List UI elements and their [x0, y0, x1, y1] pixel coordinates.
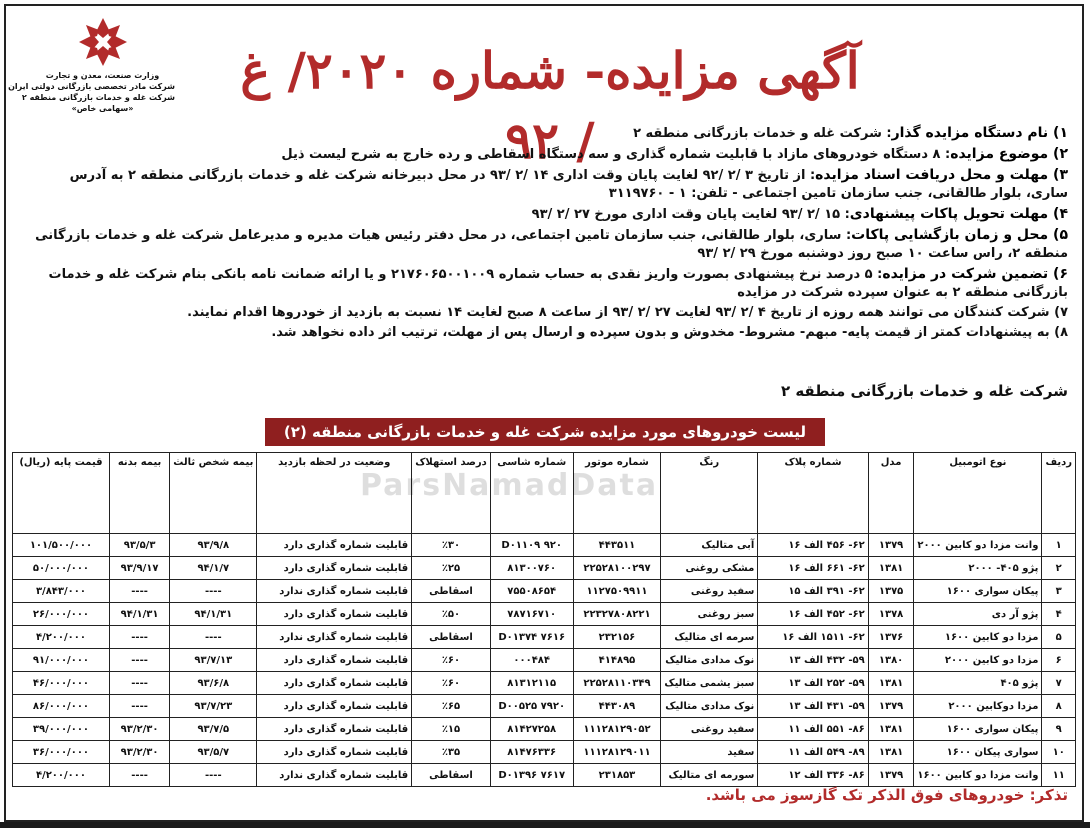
table-cell: ۹۳/۷/۲۳: [170, 695, 257, 718]
vehicle-table: [12, 452, 1076, 787]
table-cell: ٪۵۰: [412, 603, 491, 626]
col-header: نوع اتومبیل: [914, 453, 1042, 534]
table-cell: سورمه ای متالیک: [661, 764, 758, 787]
table-cell: ۳۶/۰۰۰/۰۰۰: [13, 741, 110, 764]
table-cell: ۹۳/۶/۸: [170, 672, 257, 695]
table-cell: ۹۳/۵/۷: [170, 741, 257, 764]
clause-5: ۵) محل و زمان بازگشایی پاکات: ساری، بلوار طالقانی، جنب سازمان تامین اجتماعی، در محل دفتر رئیس هیات مدیره و مدیرعامل شرکت غله و خدمات بازرگانی منطقه ۲، راس ساعت ۱۰ صبح روز دوشنبه مورخ ۲۹ /۲ /۹۳: [35, 227, 1068, 261]
table-cell: ۱۳۸۱: [868, 718, 914, 741]
table-cell: ۵: [1042, 626, 1076, 649]
table-cell: ۷۹۲۰ D۰۰۵۲۵: [490, 695, 573, 718]
table-cell: قابلیت شماره گذاری دارد: [257, 534, 412, 557]
col-header: بیمه بدنه: [109, 453, 169, 534]
table-row: [13, 580, 1076, 603]
table-cell: سفید: [661, 741, 758, 764]
table-cell: ۹۳/۲/۳۰: [109, 718, 169, 741]
table-row: [13, 695, 1076, 718]
org-line: شرکت غله و خدمات بازرگانی منطقه ۲: [21, 93, 175, 102]
table-cell: ۹۲۰ D۰۱۱۰۹: [490, 534, 573, 557]
table-row: [13, 534, 1076, 557]
table-cell: ۴/۲۰۰/۰۰۰: [13, 626, 110, 649]
table-cell: ۷۸۷۱۶۷۱۰: [490, 603, 573, 626]
table-cell: اسقاطی: [412, 764, 491, 787]
table-cell: قابلیت شماره گذاری دارد: [257, 741, 412, 764]
table-cell: قابلیت شماره گذاری ندارد: [257, 626, 412, 649]
table-cell: ۲۲۵۲۸۱۱۰۳۴۹: [573, 672, 661, 695]
table-cell: اسقاطی: [412, 626, 491, 649]
col-header: شماره شاسی: [490, 453, 573, 534]
table-cell: سبز روغنی: [661, 603, 758, 626]
table-cell: ۴۴۳۰۸۹: [573, 695, 661, 718]
table-row: [13, 741, 1076, 764]
table-cell: ۲۳۱۸۵۳: [573, 764, 661, 787]
table-cell: ----: [109, 695, 169, 718]
table-cell: ۹۳/۷/۱۳: [170, 649, 257, 672]
table-cell: وانت مزدا دو کابین ۱۶۰۰: [914, 764, 1042, 787]
table-cell: ۷۶۱۷ D۰۱۳۹۶: [490, 764, 573, 787]
table-cell: ----: [109, 672, 169, 695]
table-row: [13, 764, 1076, 787]
table-cell: ۰۰۰۴۸۴: [490, 649, 573, 672]
table-cell: ۱۳۷۹: [868, 764, 914, 787]
table-row: [13, 649, 1076, 672]
table-cell: ۸۱۳۱۲۱۱۵: [490, 672, 573, 695]
table-cell: ۲۲۳۲۷۸۰۸۲۲۱: [573, 603, 661, 626]
table-cell: ۹۳/۹/۸: [170, 534, 257, 557]
table-cell: ۸۱۴۷۶۳۳۶: [490, 741, 573, 764]
col-header: قیمت پایه (ریال): [13, 453, 110, 534]
table-cell: ۱۳۷۵: [868, 580, 914, 603]
table-cell: قابلیت شماره گذاری دارد: [257, 695, 412, 718]
table-cell: ۸۹- ۵۴۹ الف ۱۱: [758, 741, 868, 764]
table-cell: ۳/۸۴۳/۰۰۰: [13, 580, 110, 603]
table-cell: مزدا دوکابین ۲۰۰۰: [914, 695, 1042, 718]
table-cell: سرمه ای متالیک: [661, 626, 758, 649]
table-cell: نوک مدادی متالیک: [661, 695, 758, 718]
table-cell: ۲: [1042, 557, 1076, 580]
table-cell: سواری پیکان ۱۶۰۰: [914, 741, 1042, 764]
table-cell: پژو آر دی: [914, 603, 1042, 626]
table-cell: نوک مدادی متالیک: [661, 649, 758, 672]
clause-8: ۸) به پیشنهادات کمتر از قیمت پایه- مبهم- مشروط- مخدوش و بدون سپرده و ارسال پس از مهلت، ترتیب اثر داده نخواهد شد.: [271, 325, 1068, 340]
col-header: وضعیت در لحظه بازدید: [257, 453, 412, 534]
table-cell: ۵۹- ۴۳۲ الف ۱۳: [758, 649, 868, 672]
table-cell: ۷۶۱۶ D۰۱۳۷۴: [490, 626, 573, 649]
ad-title: آگهی مزایده- شماره ۲۰۲۰/ غ / ۹۲: [240, 41, 860, 170]
table-cell: مشکی روغنی: [661, 557, 758, 580]
table-cell: ۴: [1042, 603, 1076, 626]
table-cell: اسقاطی: [412, 580, 491, 603]
table-cell: ----: [109, 626, 169, 649]
table-cell: قابلیت شماره گذاری ندارد: [257, 580, 412, 603]
table-cell: ۵۹- ۴۳۱ الف ۱۳: [758, 695, 868, 718]
table-cell: قابلیت شماره گذاری دارد: [257, 649, 412, 672]
table-cell: ۴۱۴۸۹۵: [573, 649, 661, 672]
table-cell: ۱۳۸۱: [868, 557, 914, 580]
table-cell: ۲۲۵۲۸۱۰۰۲۹۷: [573, 557, 661, 580]
table-header-row: [13, 453, 1076, 534]
table-cell: ۹۴/۱/۳۱: [109, 603, 169, 626]
table-cell: ۱۱۱۲۸۱۲۹۰۵۲: [573, 718, 661, 741]
table-cell: ۱۳۷۹: [868, 534, 914, 557]
table-cell: ----: [109, 764, 169, 787]
clause-4: ۴) مهلت تحویل پاکات پیشنهادی: ۱۵ /۲ /۹۳ لغایت پایان وقت اداری مورخ ۲۷ /۲ /۹۳: [531, 206, 1068, 222]
vehicle-list-title: لیست خودروهای مورد مزایده شرکت غله و خدمات بازرگانی منطقه (۲): [265, 418, 825, 446]
table-row: [13, 626, 1076, 649]
table-cell: پیکان سواری ۱۶۰۰: [914, 580, 1042, 603]
table-cell: پژو ۴۰۵: [914, 672, 1042, 695]
table-cell: ۹: [1042, 718, 1076, 741]
table-cell: ۶۲- ۴۵۲ الف ۱۶: [758, 603, 868, 626]
table-cell: ۱۳۸۱: [868, 672, 914, 695]
table-cell: ۹۱/۰۰۰/۰۰۰: [13, 649, 110, 672]
table-cell: ۱: [1042, 534, 1076, 557]
table-cell: سفید روغنی: [661, 718, 758, 741]
org-line: شرکت مادر تخصصی بازرگانی دولتی ایران: [8, 82, 175, 91]
star-flower-logo-icon: [77, 16, 129, 68]
table-cell: پیکان سواری ۱۶۰۰: [914, 718, 1042, 741]
table-cell: مزدا دو کابین ۱۶۰۰: [914, 626, 1042, 649]
table-cell: ۸۶- ۵۵۱ الف ۱۱: [758, 718, 868, 741]
table-cell: ۱۱: [1042, 764, 1076, 787]
table-cell: سفید روغنی: [661, 580, 758, 603]
clause-1: ۱) نام دستگاه مزایده گذار: شرکت غله و خدمات بازرگانی منطقه ۲: [633, 125, 1068, 141]
table-row: [13, 672, 1076, 695]
table-cell: ٪۶۰: [412, 649, 491, 672]
table-cell: ۹۳/۵/۳: [109, 534, 169, 557]
table-cell: آبی متالیک: [661, 534, 758, 557]
table-cell: ۱۳۸۱: [868, 741, 914, 764]
table-cell: ۲۶/۰۰۰/۰۰۰: [13, 603, 110, 626]
table-cell: ۴۴۳۵۱۱: [573, 534, 661, 557]
company-signature: شرکت غله و خدمات بازرگانی منطقه ۲: [780, 382, 1068, 400]
table-cell: ۳۹/۰۰۰/۰۰۰: [13, 718, 110, 741]
table-cell: ----: [170, 580, 257, 603]
col-header: ردیف: [1042, 453, 1076, 534]
org-line: «سهامی خاص»: [71, 104, 134, 113]
table-cell: ٪۶۰: [412, 672, 491, 695]
table-cell: ۵۹- ۲۵۲ الف ۱۳: [758, 672, 868, 695]
table-cell: ----: [170, 764, 257, 787]
org-logo-block: [8, 12, 175, 114]
clause-2: ۲) موضوع مزایده: ۸ دستگاه خودروهای مازاد با قابلیت شماره گذاری و سه دستگاه اسقاطی و رده خارج به شرح لیست ذیل: [281, 146, 1068, 162]
table-cell: ۷: [1042, 672, 1076, 695]
table-cell: ۹۳/۲/۳۰: [109, 741, 169, 764]
table-cell: قابلیت شماره گذاری دارد: [257, 718, 412, 741]
table-cell: ۶: [1042, 649, 1076, 672]
org-line: وزارت صنعت، معدن و تجارت: [45, 71, 160, 80]
table-cell: ٪۳۵: [412, 741, 491, 764]
table-cell: ۸۶- ۳۳۶ الف ۱۲: [758, 764, 868, 787]
table-row: [13, 557, 1076, 580]
table-cell: ٪۶۵: [412, 695, 491, 718]
col-header: مدل: [868, 453, 914, 534]
table-cell: وانت مزدا دو کابین ۲۰۰۰: [914, 534, 1042, 557]
table-cell: ۱۱۱۲۸۱۲۹۰۱۱: [573, 741, 661, 764]
table-cell: ۴/۲۰۰/۰۰۰: [13, 764, 110, 787]
clause-7: ۷) شرکت کنندگان می توانند همه روزه از تاریخ ۴ /۲ /۹۳ لغایت ۲۷ /۲ /۹۳ از ساعت ۸ صبح لغایت ۱۴ نسبت به بازدید از خودروها اقدام نمایند.: [187, 305, 1068, 320]
watermark-text: ParsNamadData: [360, 468, 659, 503]
table-cell: ۸۱۴۲۷۲۵۸: [490, 718, 573, 741]
table-cell: ۶۲- ۱۵۱۱ الف ۱۶: [758, 626, 868, 649]
table-cell: ۱۳۷۹: [868, 695, 914, 718]
table-cell: پژو ۴۰۵- ۲۰۰۰: [914, 557, 1042, 580]
col-header: رنگ: [661, 453, 758, 534]
table-cell: سبز یشمی متالیک: [661, 672, 758, 695]
table-cell: ----: [109, 649, 169, 672]
table-cell: ۳: [1042, 580, 1076, 603]
table-cell: ۶۲- ۶۶۱ الف ۱۶: [758, 557, 868, 580]
clause-6: ۶) تضمین شرکت در مزایده: ۵ درصد نرخ پیشنهادی بصورت واریز نقدی به حساب شماره ۲۱۷۶۰۶۵۰۰۱۰۰۹ و یا ارائه ضمانت نامه بانکی بنام شرکت غله و خدمات بازرگانی منطقه ۲ به عنوان سپرده شرکت در مزایده: [48, 266, 1068, 300]
table-cell: ٪۱۵: [412, 718, 491, 741]
ad-body: [28, 124, 1068, 344]
table-cell: ۶۲- ۳۹۱ الف ۱۵: [758, 580, 868, 603]
table-cell: ----: [109, 580, 169, 603]
table-cell: ۱۳۷۶: [868, 626, 914, 649]
col-header: درصد استهلاک: [412, 453, 491, 534]
table-cell: ۱۱۲۷۵۰۹۹۱۱: [573, 580, 661, 603]
table-cell: ۲۳۲۱۵۶: [573, 626, 661, 649]
table-cell: قابلیت شماره گذاری دارد: [257, 603, 412, 626]
table-cell: ۹۳/۹/۱۷: [109, 557, 169, 580]
table-cell: ۸۱۳۰۰۷۶۰: [490, 557, 573, 580]
footnote: تذکر: خودروهای فوق الذکر تک گازسوز می باشد.: [705, 786, 1068, 804]
table-cell: ۵۰/۰۰۰/۰۰۰: [13, 557, 110, 580]
table-cell: قابلیت شماره گذاری دارد: [257, 557, 412, 580]
table-row: [13, 718, 1076, 741]
table-cell: مزدا دو کابین ۲۰۰۰: [914, 649, 1042, 672]
table-cell: ۸: [1042, 695, 1076, 718]
table-cell: ۹۳/۷/۵: [170, 718, 257, 741]
table-cell: ٪۲۵: [412, 557, 491, 580]
col-header: شماره موتور: [573, 453, 661, 534]
table-cell: قابلیت شماره گذاری ندارد: [257, 764, 412, 787]
table-cell: ۸۶/۰۰۰/۰۰۰: [13, 695, 110, 718]
table-cell: ۶۲- ۴۵۶ الف ۱۶: [758, 534, 868, 557]
table-cell: ۱۰: [1042, 741, 1076, 764]
table-cell: ۹۴/۱/۳۱: [170, 603, 257, 626]
table-row: [13, 603, 1076, 626]
table-cell: قابلیت شماره گذاری دارد: [257, 672, 412, 695]
table-cell: ۹۴/۱/۷: [170, 557, 257, 580]
table-cell: ۱۳۷۸: [868, 603, 914, 626]
table-cell: ۴۶/۰۰۰/۰۰۰: [13, 672, 110, 695]
bottom-rule: [0, 822, 1090, 828]
clause-3: ۳) مهلت و محل دریافت اسناد مزایده: از تاریخ ۳ /۲ /۹۲ لغایت پایان وقت اداری ۱۴ /۲ /۹۳ در محل دبیرخانه شرکت غله و خدمات بازرگانی منطقه ۲ به آدرس ساری، بلوار طالقانی، جنب سازمان تامین اجتماعی - تلفن: ۱ - ۳۱۱۹۷۶۰: [69, 167, 1068, 201]
table-cell: ۱۰۱/۵۰۰/۰۰۰: [13, 534, 110, 557]
table-cell: ----: [170, 626, 257, 649]
table-cell: ۱۳۸۰: [868, 649, 914, 672]
table-cell: ٪۳۰: [412, 534, 491, 557]
col-header: شماره پلاک: [758, 453, 868, 534]
col-header: بیمه شخص ثالث: [170, 453, 257, 534]
table-cell: ۷۵۵۰۸۶۵۴: [490, 580, 573, 603]
